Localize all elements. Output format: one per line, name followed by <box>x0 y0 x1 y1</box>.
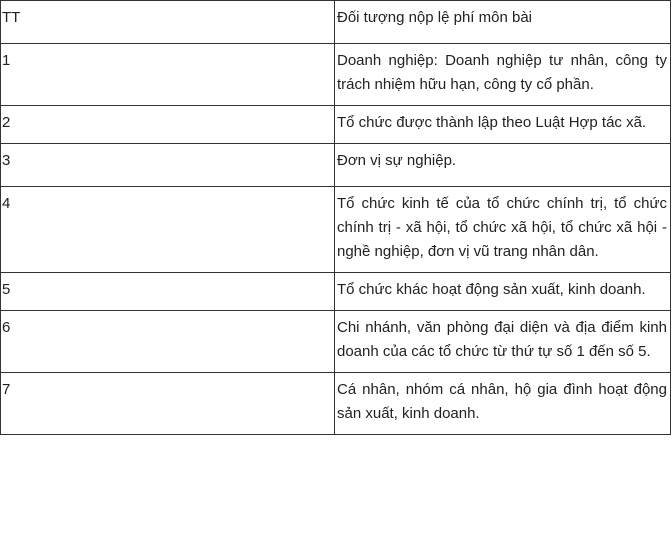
row-description: Tổ chức kinh tế của tổ chức chính trị, tổ chức chính trị - xã hội, tổ chức xã hội, tổ chức xã hội - nghề nghiệp, đơn vị vũ trang nhân dân. <box>335 187 671 273</box>
row-number: 2 <box>1 106 335 144</box>
row-number: 3 <box>1 144 335 187</box>
row-description: Tổ chức được thành lập theo Luật Hợp tác xã. <box>335 106 671 144</box>
row-number: 5 <box>1 273 335 311</box>
row-description: Đơn vị sự nghiệp. <box>335 144 671 187</box>
table-row <box>1 106 671 144</box>
row-number: 1 <box>1 44 335 106</box>
table-row <box>1 44 671 106</box>
row-number: 7 <box>1 373 335 435</box>
row-number: 4 <box>1 187 335 273</box>
row-number: 6 <box>1 311 335 373</box>
table-header-row <box>1 1 671 44</box>
row-description: Cá nhân, nhóm cá nhân, hộ gia đình hoạt động sản xuất, kinh doanh. <box>335 373 671 435</box>
row-description: Tổ chức khác hoạt động sản xuất, kinh doanh. <box>335 273 671 311</box>
table-row <box>1 144 671 187</box>
header-subject: Đối tượng nộp lệ phí môn bài <box>335 1 671 44</box>
table-row <box>1 273 671 311</box>
table-row <box>1 187 671 273</box>
row-description: Chi nhánh, văn phòng đại diện và địa điểm kinh doanh của các tổ chức từ thứ tự số 1 đến số 5. <box>335 311 671 373</box>
header-tt: TT <box>1 1 335 44</box>
row-description: Doanh nghiệp: Doanh nghiệp tư nhân, công ty trách nhiệm hữu hạn, công ty cổ phần. <box>335 44 671 106</box>
table-row <box>1 373 671 435</box>
table-row <box>1 311 671 373</box>
